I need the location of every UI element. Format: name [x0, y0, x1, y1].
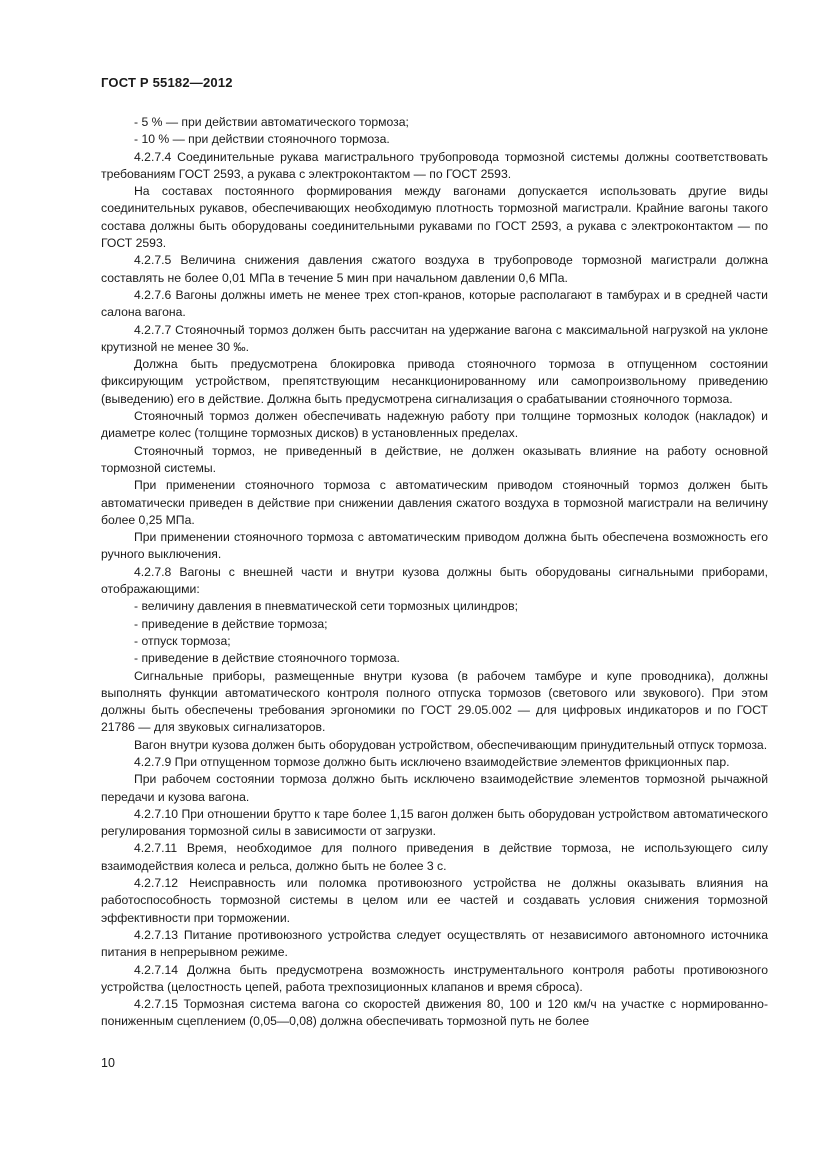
paragraph: 4.2.7.4 Соединительные рукава магистрального трубопровода тормозной системы должны соответствовать требованиям ГОСТ 2593, а рукава с электроконтактом — по ГОСТ 2593. — [101, 149, 768, 181]
list-item: - величину давления в пневматической сети тормозных цилиндров; — [134, 599, 518, 614]
paragraph: При применении стояночного тормоза с автоматическим приводом должна быть обеспечена возможность его ручного выключения. — [101, 530, 768, 562]
paragraph: 4.2.7.11 Время, необходимое для полного приведения в действие тормоза, не использующего силу взаимодействия колеса и рельса, должно быть не более 3 с. — [101, 841, 768, 873]
page-number: 10 — [101, 1056, 115, 1070]
paragraph: Должна быть предусмотрена блокировка привода стояночного тормоза в отпущенном состоянии фиксирующим устройством, препятствующим несанкционированному или самопроизвольному приведению (выведению) его в действие. Должна быть предусмотрена сигнализация о срабатывании стояночного тормоза. — [101, 357, 768, 406]
list-item: - отпуск тормоза; — [134, 633, 231, 648]
paragraph: 4.2.7.10 При отношении брутто к таре более 1,15 вагон должен быть оборудован устройством автоматического регулирования тормозной силы в зависимости от загрузки. — [101, 806, 768, 839]
paragraph: 4.2.7.12 Неисправность или поломка противоюзного устройства не должны оказывать влияния на работоспособность тормозной системы в целом или ее частей и создавать условия снижения тормозной эффективности при торможении. — [101, 876, 768, 925]
paragraph: 4.2.7.7 Стояночный тормоз должен быть рассчитан на удержание вагона с максимальной нагрузкой на уклоне крутизной не менее 30 ‰. — [101, 322, 768, 354]
paragraph: 4.2.7.14 Должна быть предусмотрена возможность инструментального контроля работы противоюзного устройства (целостность цепей, работа трехпозиционных клапанов и время сброса). — [101, 962, 768, 994]
page-header-standard-title: ГОСТ Р 55182—2012 — [101, 75, 233, 90]
document-body — [101, 114, 768, 1031]
paragraph: На составах постоянного формирования между вагонами допускается использовать другие виды соединительных рукавов, обеспечивающих необходимую плотность тормозной магистрали. Крайние вагоны такого состава должны быть оборудованы соединительными рукавами по ГОСТ 2593, а рукава с электроконтактом — по ГОСТ 2593. — [101, 184, 768, 251]
paragraph: 4.2.7.15 Тормозная система вагона со скоростей движения 80, 100 и 120 км/ч на участке с нормированно-пониженным сцеплением (0,05—0,08) должна обеспечивать тормозной путь не более — [101, 997, 768, 1029]
paragraph: При применении стояночного тормоза с автоматическим приводом стояночный тормоз должен быть автоматически приведен в действие при снижении давления сжатого воздуха в тормозной магистрали на величину более 0,25 МПа. — [101, 478, 768, 527]
paragraph: 4.2.7.13 Питание противоюзного устройства следует осуществлять от независимого автономного источника питания в непрерывном режиме. — [101, 927, 768, 960]
list-item: - 5 % — при действии автоматического тормоза; — [134, 115, 409, 129]
paragraph: Вагон внутри кузова должен быть оборудован устройством, обеспечивающим принудительный отпуск тормоза. — [134, 737, 768, 752]
paragraph: Сигнальные приборы, размещенные внутри кузова (в рабочем тамбуре и купе проводника), должны выполнять функции автоматического контроля полного отпуска тормозов (светового или звукового). При этом должны быть обеспечены требования эргономики по ГОСТ 29.05.002 — для цифровых индикаторов и по ГОСТ 21786 — для звуковых сигнализаторов. — [101, 668, 768, 735]
paragraph: 4.2.7.6 Вагоны должны иметь не менее трех стоп-кранов, которые располагают в тамбурах и в средней части салона вагона. — [101, 287, 768, 320]
paragraph: Стояночный тормоз, не приведенный в действие, не должен оказывать влияние на работу основной тормозной системы. — [101, 443, 768, 475]
paragraph: При рабочем состоянии тормоза должно быть исключено взаимодействие элементов тормозной рычажной передачи и кузова вагона. — [101, 772, 768, 804]
paragraph: 4.2.7.8 Вагоны с внешней части и внутри кузова должны быть оборудованы сигнальными приборами, отображающими: — [101, 564, 768, 597]
list-item: - приведение в действие тормоза; — [134, 616, 328, 631]
paragraph: 4.2.7.9 При отпущенном тормозе должно быть исключено взаимодействие элементов фрикционных пар. — [134, 754, 730, 769]
paragraph: Стояночный тормоз должен обеспечивать надежную работу при толщине тормозных колодок (накладок) и диаметре колес (толщине тормозных дисков) в установленных пределах. — [101, 409, 768, 441]
list-item: - 10 % — при действии стояночного тормоза. — [134, 132, 390, 147]
list-item: - приведение в действие стояночного тормоза. — [134, 651, 400, 666]
paragraph: 4.2.7.5 Величина снижения давления сжатого воздуха в трубопроводе тормозной магистрали должна составлять не более 0,01 МПа в течение 5 мин при начальном давлении 0,6 МПа. — [101, 253, 768, 285]
